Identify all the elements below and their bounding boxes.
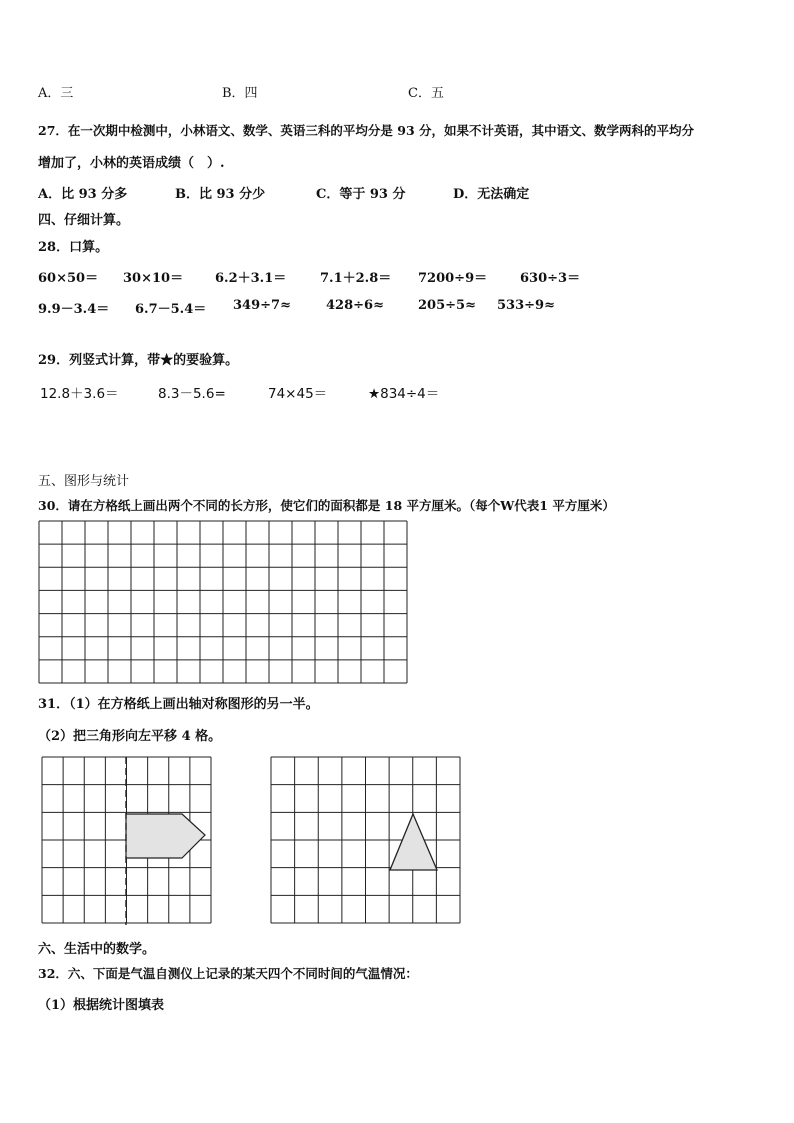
section-6-heading: 六、生活中的数学。 [38,942,156,957]
q28-item: 205÷5≈ [418,298,476,313]
q28-item: 7.1＋2.8＝ [320,271,392,286]
q28-item: 30×10＝ [123,271,184,286]
q28-item: 428÷6≈ [326,298,384,313]
q29-item: 12.8＋3.6＝ [40,386,119,402]
q28-item: 6.7－5.4＝ [135,302,207,317]
q29-item: ★834÷4＝ [368,386,440,402]
q28-item: 7200÷9＝ [418,271,488,286]
q31-part1: 31．（1）在方格纸上画出轴对称图形的另一半。 [38,697,319,712]
q26-option-a: A．三 [38,86,74,101]
q26-option-b: B．四 [222,86,258,101]
q30-grid-paper[interactable] [39,521,409,685]
q29-item: 74×45＝ [268,386,328,402]
q28-item: 349÷7≈ [233,298,291,313]
q26-option-c: C．五 [408,86,444,101]
q27-option-a: A．比 93 分多 [38,187,128,202]
q31-part2: （2）把三角形向左平移 4 格。 [38,729,222,744]
q31-symmetry-grid[interactable] [42,757,213,925]
q27-question-line1: 27．在一次期中检测中，小林语文、数学、英语三科的平均分是 93 分，如果不计英语，其中语文、数学两科的平均分 [38,123,694,138]
section-5-heading: 五、图形与统计 [38,474,130,489]
section-4-heading: 四、仔细计算。 [38,213,130,228]
q27-option-b: B．比 93 分少 [175,187,266,202]
q28-item: 6.2＋3.1＝ [215,271,287,286]
q31-translation-grid[interactable] [271,757,461,925]
triangle-shape [390,814,437,870]
q27-question-line2: 增加了，小林的英语成绩（ ）. [38,156,225,171]
q28-item: 60×50＝ [38,271,99,286]
q28-item: 533÷9≈ [497,298,555,313]
q32-question: 32．六、下面是气温自测仪上记录的某天四个不同时间的气温情况： [38,966,418,981]
q29-item: 8.3－5.6= [158,386,226,402]
q29-title: 29．列竖式计算，带★的要验算。 [38,353,239,368]
q32-part1: （1）根据统计图填表 [38,998,165,1013]
q28-title: 28．口算。 [38,240,109,255]
q28-item: 630÷3＝ [520,271,581,286]
q27-option-d: D．无法确定 [453,187,530,202]
q30-question: 30．请在方格纸上画出两个不同的长方形，使它们的面积都是 18 平方厘米。（每个W代表1 平方厘米） [38,498,615,513]
q27-option-c: C．等于 93 分 [316,187,406,202]
half-pentagon-shape [126,814,205,858]
q28-item: 9.9－3.4＝ [38,302,110,317]
